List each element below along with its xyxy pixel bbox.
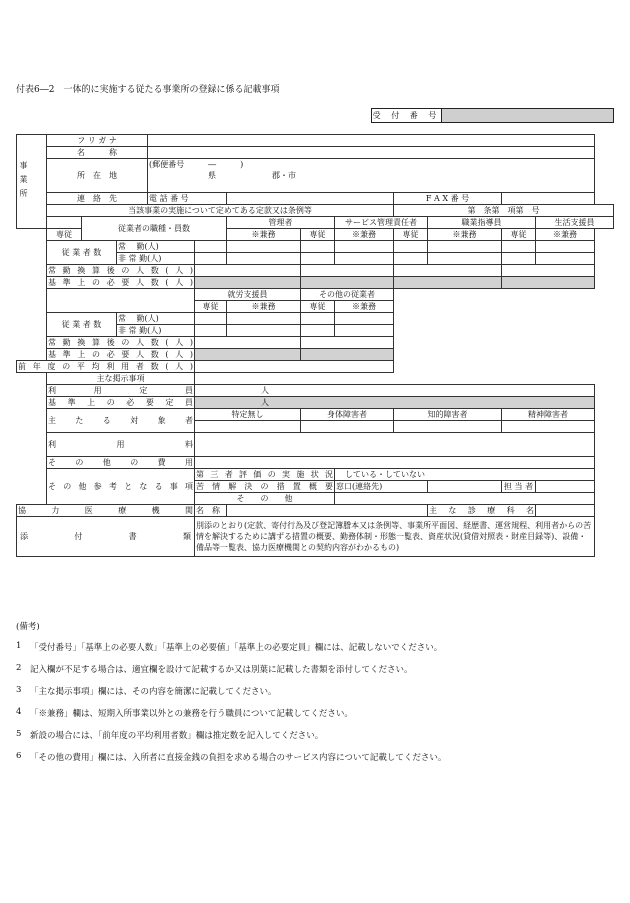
- note-item: 5 新設の場合には、「前年度の平均利用者数」欄は推定数を記入してください。: [16, 729, 324, 741]
- spacer: [17, 373, 47, 385]
- office-section-label: 事業所: [17, 135, 47, 229]
- prev-year-field[interactable]: [195, 361, 394, 373]
- medical-dept-label: 主 な 診 療 科 名: [429, 506, 535, 515]
- spacer: [17, 385, 47, 397]
- contact-label: 連 絡 先: [47, 193, 148, 205]
- window-label: 窓口(連絡先): [335, 481, 428, 493]
- target-mental: 精神障害者: [502, 409, 595, 421]
- col-concurrent: ※兼務: [428, 229, 502, 241]
- complaint-label: 苦情解決の措置概要: [196, 482, 334, 491]
- fax-label: F A X 番 号: [394, 193, 502, 205]
- attach-label: 添 付 書 類: [17, 517, 195, 557]
- third-party-label: 第三者評価の実施状況: [196, 470, 334, 479]
- prev-year-label: 前年度の平均利用者数(人): [18, 362, 194, 371]
- cell[interactable]: [195, 325, 227, 337]
- col-concurrent: ※兼務: [335, 229, 394, 241]
- cell[interactable]: [195, 313, 227, 325]
- col-full: 専従: [301, 301, 335, 313]
- cell[interactable]: [301, 265, 394, 277]
- parttime-label: 非 常 勤(人): [117, 325, 195, 337]
- window-field[interactable]: [428, 481, 502, 493]
- capacity-field[interactable]: 人: [195, 385, 595, 397]
- note-item: 3 「主な掲示事項」欄には、その内容を簡潔に記載してください。: [16, 685, 277, 697]
- spacer: [17, 433, 47, 457]
- spacer: [17, 313, 47, 325]
- cell: [301, 277, 394, 289]
- spacer: [17, 301, 47, 313]
- staff-count-label: 従 業 者 数: [47, 313, 117, 337]
- others-field[interactable]: [335, 493, 595, 505]
- blank: [47, 289, 195, 313]
- notes-header: (備考): [16, 622, 40, 632]
- receipt-number-label: 受 付 番 号: [372, 111, 441, 120]
- col-full: 専従: [195, 301, 227, 313]
- cell[interactable]: [195, 241, 227, 253]
- name-field[interactable]: [148, 147, 595, 159]
- fulltime-label: 常 勤(人): [117, 241, 195, 253]
- articles-field[interactable]: 第 条第 項第 号: [394, 205, 614, 217]
- spacer: [17, 241, 47, 253]
- col-concurrent: ※兼務: [227, 301, 301, 313]
- spacer: [17, 469, 47, 481]
- fax-field[interactable]: [502, 193, 595, 205]
- furigana-label: フ リ ガ ナ: [47, 135, 148, 147]
- staff-header-label: 従業者の職種・員数: [82, 217, 227, 241]
- tel-field[interactable]: [227, 193, 394, 205]
- postal-code-field[interactable]: (郵便番号 ― ): [148, 159, 595, 171]
- name-label: 名 称: [47, 147, 148, 159]
- spacer: [17, 397, 47, 409]
- col-concurrent: ※兼務: [536, 229, 595, 241]
- fte-label: 常勤換算後の人数(人): [48, 266, 194, 275]
- cell[interactable]: [394, 265, 502, 277]
- blank: [394, 289, 595, 373]
- registration-form: [16, 134, 614, 557]
- reference-label: その他参考となる事項: [47, 469, 195, 505]
- person-label: 担 当 者: [502, 481, 536, 493]
- fte-label: 常勤換算後の人数(人): [48, 338, 194, 347]
- base-capacity-field: 人: [195, 397, 595, 409]
- role-manager: 管理者: [227, 217, 335, 229]
- role-employment-support: 就労支援員: [195, 289, 301, 301]
- cell[interactable]: [195, 265, 301, 277]
- cell[interactable]: [227, 253, 301, 265]
- cell[interactable]: [227, 325, 301, 337]
- posting-header: 主な掲示事項: [47, 373, 195, 385]
- person-field[interactable]: [536, 481, 595, 493]
- medical-label: 協 力 医 療 機 関: [18, 506, 194, 515]
- cell: [195, 349, 301, 361]
- medical-name-field[interactable]: [227, 505, 428, 517]
- address-label: 所 在 地: [47, 159, 148, 193]
- pref-city-field[interactable]: 県 郡・市: [148, 170, 595, 181]
- cell[interactable]: [301, 421, 394, 433]
- note-item: 6 「その他の費用」欄には、入所者に直接金銭の負担を求める場合のサービス内容について記載してください。: [16, 751, 447, 763]
- cell[interactable]: [301, 337, 394, 349]
- col-full: 専従: [47, 229, 82, 241]
- note-item: 4 「※兼務」欄は、短期入所事業以外との兼務を行う職員について記載してください。: [16, 707, 353, 719]
- required-label: 基準上の必要人数(人): [48, 278, 194, 287]
- spacer: [17, 265, 47, 277]
- cell[interactable]: [428, 253, 502, 265]
- receipt-number-box: [371, 108, 614, 123]
- parttime-label: 非 常 勤(人): [117, 253, 195, 265]
- cell[interactable]: [301, 241, 335, 253]
- spacer: [17, 253, 47, 265]
- cell[interactable]: [195, 337, 301, 349]
- document-title: 付表6―2 一体的に実施する従たる事業所の登録に係る記載事項: [16, 85, 280, 95]
- address-detail-field[interactable]: [148, 181, 595, 193]
- medical-dept-field[interactable]: [536, 505, 595, 517]
- spacer: [47, 217, 82, 229]
- cell[interactable]: [502, 241, 536, 253]
- note-item: 2 記入欄が不足する場合は、適宜欄を設けて記載するか又は別葉に記載した書類を添付してください。: [16, 663, 413, 675]
- cell[interactable]: [536, 241, 595, 253]
- cell[interactable]: [502, 253, 536, 265]
- cell[interactable]: [335, 313, 394, 325]
- cell[interactable]: [502, 421, 595, 433]
- capacity-label: 利 用 定 員: [48, 386, 194, 395]
- cell[interactable]: [428, 241, 502, 253]
- role-life-support: 生活支援員: [536, 217, 614, 229]
- articles-label: 当該事業の実施について定めてある定款又は条例等: [47, 205, 394, 217]
- receipt-number-field[interactable]: [442, 109, 613, 122]
- medical-name-label: 名 称: [195, 505, 227, 517]
- target-physical: 身体障害者: [301, 409, 394, 421]
- cell[interactable]: [335, 241, 394, 253]
- spacer: [17, 493, 47, 505]
- cell[interactable]: [301, 253, 335, 265]
- role-service-manager: サービス管理責任者: [335, 217, 428, 229]
- spacer: [17, 277, 47, 289]
- cell[interactable]: [301, 325, 335, 337]
- cell[interactable]: [394, 241, 428, 253]
- staff-count-label: 従 業 者 数: [47, 241, 117, 265]
- cell: [301, 349, 394, 361]
- target-intellectual: 知的障害者: [394, 409, 502, 421]
- spacer: [17, 229, 47, 241]
- furigana-field[interactable]: [148, 135, 595, 147]
- target-label: 主 た る 対 象 者: [47, 409, 195, 433]
- fee-field[interactable]: [195, 433, 595, 457]
- other-fee-label: そ の 他 の 費 用: [48, 458, 194, 467]
- cell[interactable]: [335, 253, 394, 265]
- target-none: 特定無し: [195, 409, 301, 421]
- spacer: [17, 421, 47, 433]
- cell[interactable]: [227, 241, 301, 253]
- cell: [195, 277, 301, 289]
- tel-label: 電 話 番 号: [148, 193, 227, 205]
- notes: [16, 620, 616, 773]
- others-label: そ の 他: [195, 493, 335, 505]
- cell[interactable]: [394, 253, 428, 265]
- col-full: 専従: [301, 229, 335, 241]
- spacer: [17, 349, 47, 361]
- third-party-field[interactable]: している・していない: [335, 469, 595, 481]
- fee-label: 利 用 料: [47, 433, 195, 457]
- role-other-staff: その他の従業者: [301, 289, 394, 301]
- spacer: [17, 457, 47, 469]
- spacer: [17, 481, 47, 493]
- cell[interactable]: [536, 253, 595, 265]
- col-full: 専従: [502, 229, 536, 241]
- cell[interactable]: [394, 421, 502, 433]
- required-label: 基準上の必要人数(人): [48, 350, 194, 359]
- base-capacity-label: 基準上の必要定員: [48, 398, 194, 407]
- cell[interactable]: [502, 265, 595, 277]
- other-fee-field[interactable]: [195, 457, 595, 469]
- spacer: [17, 337, 47, 349]
- blank: [195, 373, 595, 385]
- note-item: 1 「受付番号」「基準上の必要人数」「基準上の必要値」「基準上の必要定員」欄には、記載しないでください。: [16, 641, 443, 653]
- col-full: 専従: [394, 229, 428, 241]
- attach-text: 別添のとおり(定款、寄付行為及び登記簿謄本又は条例等、事業所平面図、経歴書、運営規程、利用者からの苦情を解決するために講ずる措置の概要、勤務体制・形態一覧表、資産状況(貸借対照表・財産目録等)、設備・備品等一覧表、協力医療機関との契約内容がわかるもの): [195, 517, 595, 557]
- cell[interactable]: [227, 313, 301, 325]
- spacer: [17, 325, 47, 337]
- spacer: [17, 409, 47, 421]
- cell[interactable]: [335, 325, 394, 337]
- cell: [502, 277, 595, 289]
- spacer: [17, 289, 47, 301]
- cell: [394, 277, 502, 289]
- cell[interactable]: [195, 421, 301, 433]
- role-vocational-instructor: 職業指導員: [428, 217, 536, 229]
- col-concurrent: ※兼務: [335, 301, 394, 313]
- cell[interactable]: [195, 253, 227, 265]
- fulltime-label: 常 勤(人): [117, 313, 195, 325]
- col-concurrent: ※兼務: [227, 229, 301, 241]
- cell[interactable]: [301, 313, 335, 325]
